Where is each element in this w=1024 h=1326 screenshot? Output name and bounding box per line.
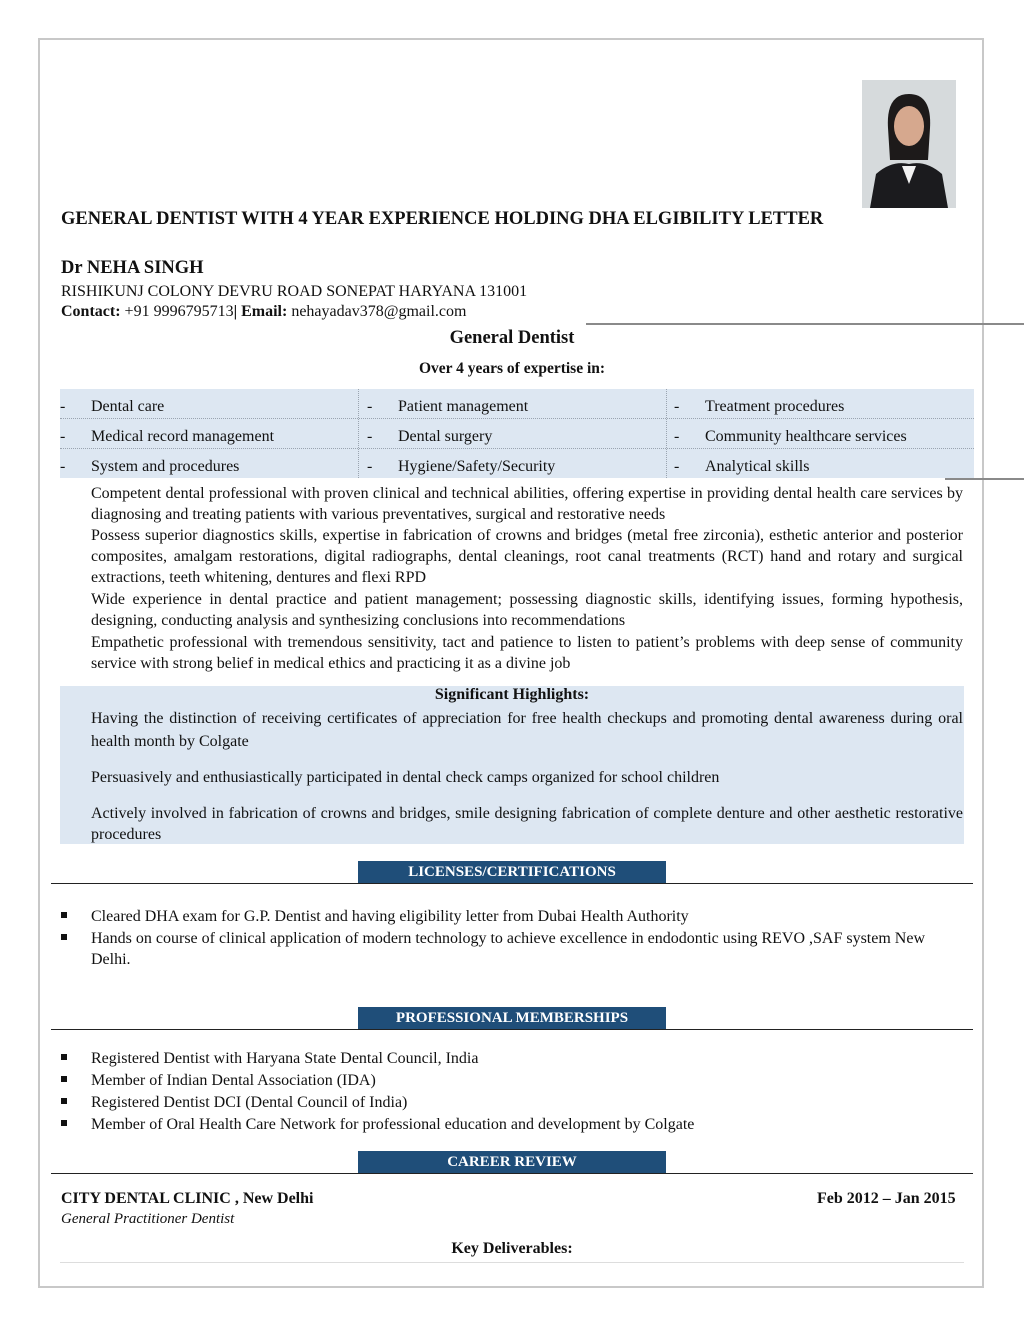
membership-item: Member of Indian Dental Association (IDA) <box>91 1072 376 1089</box>
expertise-item: Hygiene/Safety/Security <box>398 458 556 475</box>
section-rule <box>51 1029 973 1030</box>
membership-item: Member of Oral Health Care Network for professional education and development by Colgate <box>91 1116 695 1133</box>
dash: - <box>674 458 680 475</box>
dash: - <box>674 398 680 415</box>
dash: - <box>674 428 680 445</box>
deliverables-rule <box>60 1262 964 1263</box>
resume-headline: GENERAL DENTIST WITH 4 YEAR EXPERIENCE HOLDING DHA ELGIBILITY LETTER <box>61 209 824 229</box>
employer: CITY DENTAL CLINIC , New Delhi <box>61 1190 314 1207</box>
square-bullet <box>61 912 67 918</box>
email-label: Email: <box>237 303 288 320</box>
expertise-item: System and procedures <box>91 458 240 475</box>
highlight-item: Actively involved in fabrication of crowns and bridges, smile designing fabrication of complete denture and other aesthetic restorative procedures <box>91 805 963 843</box>
phone-number: +91 9996795713 <box>120 303 234 320</box>
membership-item: Registered Dentist DCI (Dental Council of India) <box>91 1094 408 1111</box>
header-rule-bottom <box>945 478 1024 480</box>
address: RISHIKUNJ COLONY DEVRU ROAD SONEPAT HARYANA 131001 <box>61 283 528 300</box>
header-rule-top <box>586 323 1024 325</box>
summary-item: Wide experience in dental practice and patient management; possessing diagnostic skills, identifying issues, forming hypothesis, designing, conducting analysis and synthesizing conclusions into recommendations <box>91 591 963 629</box>
dash: - <box>367 428 373 445</box>
expertise-item: Analytical skills <box>705 458 810 475</box>
square-bullet <box>61 1098 67 1104</box>
contact-label: Contact: <box>61 303 121 320</box>
memberships-section-title: PROFESSIONAL MEMBERSHIPS <box>358 1007 666 1029</box>
expertise-title: Over 4 years of expertise in: <box>418 360 606 377</box>
profile-photo <box>862 80 956 208</box>
key-deliverables-title: Key Deliverables: <box>451 1240 573 1257</box>
expertise-item: Treatment procedures <box>705 398 845 415</box>
square-bullet <box>61 1054 67 1060</box>
license-item: Hands on course of clinical application of modern technology to achieve excellence in endodontic using REVO ,SAF system New Delhi. <box>91 930 926 968</box>
expertise-item: Medical record management <box>91 428 275 445</box>
dash: - <box>60 428 66 445</box>
licenses-section-title: LICENSES/CERTIFICATIONS <box>358 861 666 883</box>
square-bullet <box>61 1120 67 1126</box>
dash: - <box>60 458 66 475</box>
section-rule <box>51 1173 973 1174</box>
role-title: General Dentist <box>449 328 575 348</box>
expertise-item: Community healthcare services <box>705 428 907 445</box>
email-address[interactable]: nehayadav378@gmail.com <box>287 303 467 320</box>
highlights-title: Significant Highlights: <box>434 686 590 703</box>
grid-divider <box>666 389 667 478</box>
grid-row-divider <box>60 448 974 449</box>
grid-divider <box>358 389 359 478</box>
summary-item: Possess superior diagnostics skills, expertise in fabrication of crowns and bridges (metal free zirconia), esthetic anterior and posterior composites, amalgam restorations, digital radiographs, dental cleanings, root canal treatments (RCT) hand and rotary and surgical extractions, teeth whitening, dentures and flexi RPD <box>91 527 963 586</box>
expertise-item: Patient management <box>398 398 529 415</box>
job-title: General Practitioner Dentist <box>61 1211 235 1227</box>
expertise-item: Dental surgery <box>398 428 493 445</box>
grid-row-divider <box>60 418 974 419</box>
membership-item: Registered Dentist with Haryana State Dental Council, India <box>91 1050 479 1067</box>
candidate-name: Dr NEHA SINGH <box>61 258 204 278</box>
highlight-item: Having the distinction of receiving certificates of appreciation for free health checkups and promoting dental awareness during oral health month by Colgate <box>91 710 963 750</box>
highlight-item: Persuasively and enthusiastically participated in dental check camps organized for school children <box>91 769 720 786</box>
dash: - <box>60 398 66 415</box>
contact-separator: | <box>233 303 238 320</box>
license-item: Cleared DHA exam for G.P. Dentist and having eligibility letter from Dubai Health Authority <box>91 908 689 925</box>
employment-dates: Feb 2012 – Jan 2015 <box>817 1190 956 1207</box>
dash: - <box>367 458 373 475</box>
section-rule <box>51 883 973 884</box>
expertise-item: Dental care <box>91 398 165 415</box>
summary-item: Empathetic professional with tremendous sensitivity, tact and patience to listen to patient’s problems with deep sense of community service with strong belief in medical ethics and practicing it as a divine job <box>91 634 963 672</box>
summary-item: Competent dental professional with proven clinical and technical abilities, offering expertise in providing dental health care services by diagnosing and treating patients with various preventatives, surgical and restorative needs <box>91 485 963 523</box>
contact-line <box>61 303 466 321</box>
dash: - <box>367 398 373 415</box>
career-section-title: CAREER REVIEW <box>358 1151 666 1173</box>
square-bullet <box>61 934 67 940</box>
square-bullet <box>61 1076 67 1082</box>
